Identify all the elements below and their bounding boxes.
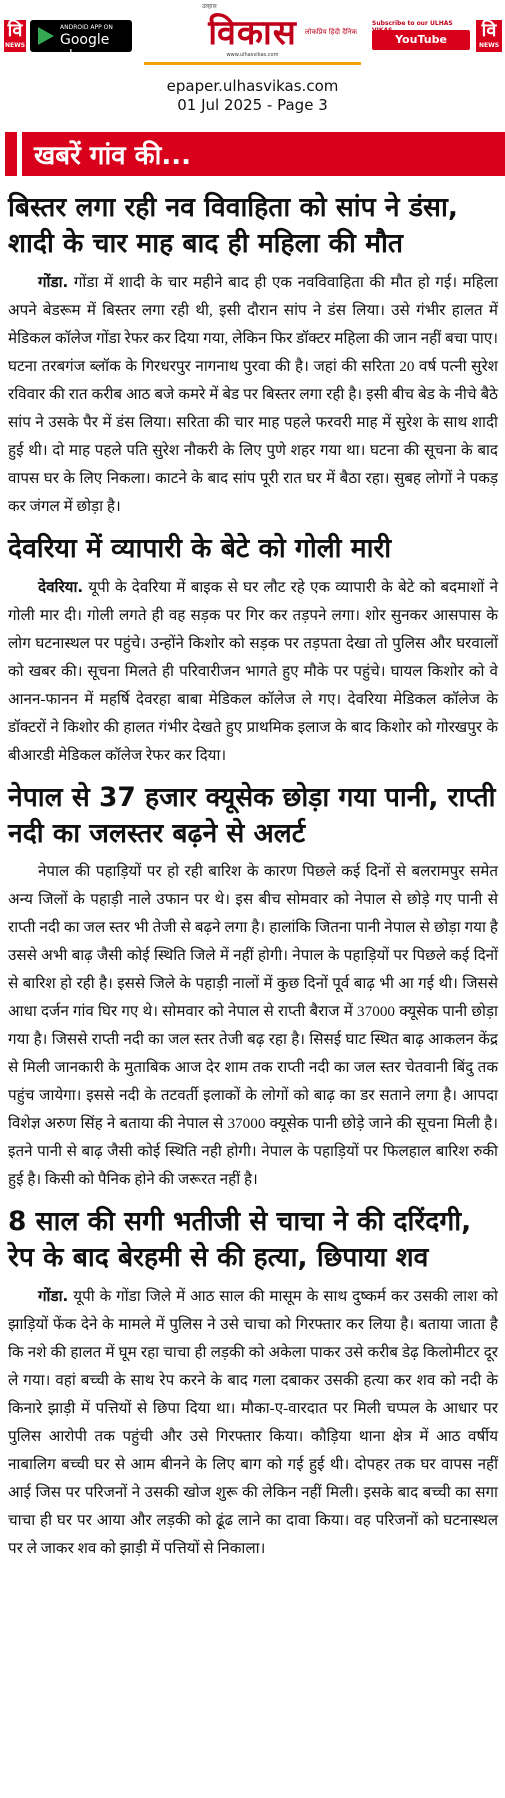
newspaper-masthead: उल्हास विकास लोकप्रिय हिंदी दैनिक www.ulhasvikas.com <box>144 0 361 65</box>
article-body: देवरिया. यूपी के देवरिया में बाइक से घर लौट रहे एक व्यापारी के बेटे को बदमाशों ने गोली मार दी। गोली लगते ही वह सड़क पर गिर कर तड़पने लगा। शोर सुनकर आसपास के लोग घटनास्थल पर पहुंचे। उन्होंने किशोर को सड़क पर तड़पता देखा तो पुलिस और घरवालों को खबर की। सूचना मिलते ही परिवारीजन भागते हुए मौके पर पहुंचे। घायल किशोर को वे आनन-फानन में महर्षि देवरहा बाबा मेडिकल कॉलेज ले गए। देवरिया मेडिकल कॉलेज के डॉक्टरों ने किशोर की हालत गंभीर देखते हुए प्राथमिक इलाज के बाद किशोर को गोरखपुर के बीआरडी मेडिकल कॉलेज रेफर कर दिया। <box>8 578 498 764</box>
article-body: गोंडा. यूपी के गोंडा जिले में आठ साल की मासूम के साथ दुष्कर्म कर उसकी लाश को झाड़ियों फेंक देने के मामले में पुलिस ने उसे चाचा को गिरफ्तार कर लिया है। बताया जाता है कि नशे की हालत में घूम रहा चाचा ही लड़की को अकेला पाकर उसे करीब डेढ़ किलोमीटर दूर ले गया। वहां बच्ची के साथ रेप करने के बाद गला दबाकर उसकी हत्या कर शव को नदी के किनारे झाड़ी में पत्तियों से छिपा दिया था। मौका-ए-वारदात पर मिली चप्पल के आधार पर पुलिस आरोपी तक पहुंची और उसे गिरफ्तार किया। कौड़िया थाना क्षेत्र में आठ वर्षीय नाबालिग बच्ची घर से आम बीनने के लिए बाग को गई हुई थी। दोपहर तक घर वापस नहीं आई जिस पर परिजनों ने उसकी खोज शुरू की लेकिन नहीं मिली। इसके बाद बच्ची का सगा चाचा ही घर पर आया और लड़की को ढूंढ लाने का दावा किया। वह परिजनों को घटनास्थल पर ले जाकर शव को झाड़ी में पत्तियों से निकाला। <box>8 1287 498 1557</box>
youtube-icon: YouTube Channel <box>372 30 470 50</box>
google-play-badge[interactable]: ANDROID APP ON Google play <box>30 20 132 52</box>
article-headline: बिस्तर लगा रही नव विवाहिता को सांप ने डंसा, शादी के चार माह बाद ही महिला की मौत <box>8 192 458 259</box>
article-body: गोंडा. गोंडा में शादी के चार महीने बाद ही एक नवविवाहिता की मौत हो गई। महिला अपने बेडरूम में बिस्तर लगा रही थी, इसी दौरान सांप ने डंस लिया। उसे गंभीर हालत में मेडिकल कॉलेज गोंडा रेफर कर दिया गया, लेकिन फिर डॉक्टर महिला की जान नहीं बचा पाए। घटना तरबगंज ब्लॉक के गिरधरपुर नागनाथ पुरवा की है। जहां की सरिता 20 वर्ष पत्नी सुरेश रविवार की रात करीब आठ बजे कमरे में बेड पर बिस्तर लगा रही है। इसी बीच बेड के नीचे बैठे सांप ने उसके पैर में डंस लिया। सरिता की चार माह पहले फरवरी माह में सुरेश के साथ शादी हुई थी। दो माह पहले पति सुरेश नौकरी के लिए पुणे शहर गया था। घटना की सूचना के बाद वापस घर के लिए निकला। काटने के बाद सांप पूरी रात घर में बैठा रहा। सुबह लोगों ने पकड़ कर जंगल में छोड़ा है। <box>8 273 498 515</box>
articles-column <box>8 190 498 1573</box>
article-headline: 8 साल की सगी भतीजी से चाचा ने की दरिंदगी, रेप के बाद बेरहमी से की हत्या, छिपाया शव <box>8 1206 472 1273</box>
newspaper-name: विकास <box>208 13 297 53</box>
article-dateline: गोंडा. <box>38 273 69 291</box>
article <box>8 190 498 521</box>
vikas-news-logo-right: वि NEWS <box>476 20 502 52</box>
article <box>8 531 498 770</box>
section-title: खबरें गांव की... <box>34 141 192 171</box>
epaper-url[interactable]: epaper.ulhasvikas.com <box>166 77 339 95</box>
epaper-date-page: 01 Jul 2025 - Page 3 <box>177 96 328 114</box>
vikas-news-logo: वि NEWS <box>4 20 26 52</box>
article-body: नेपाल की पहाड़ियों पर हो रही बारिश के कारण पिछले कई दिनों से बलरामपुर समेत अन्य जिलों के पहाड़ी नाले उफान पर थे। इस बीच सोमवार को नेपाल से छोड़े गए पानी से राप्ती नदी का जल स्तर भी तेजी से बढ़ने लगा है। हालांकि जितना पानी नेपाल से छोड़ा गया है उससे अभी बाढ़ जैसी कोई स्थिति जिले में नहीं होगी। नेपाल के पहाड़ियों पर पिछले कई दिनों से बारिश हो रही है। इससे जिले के पहाड़ी नालों में कुछ दिनों पूर्व बाढ़ भी आ गई थी। जिससे आधा दर्जन गांव घिर गए थे। सोमवार को नेपाल से राप्ती बैराज में 37000 क्यूसेक पानी छोड़ा गया है। जिससे राप्ती नदी का जल स्तर तेजी बढ़ रहा है। सिसई घाट स्थित बाढ़ आकलन केंद्र से मिली जानकारी के मुताबिक आज देर शाम तक राप्ती नदी का जल स्तर चेतवानी बिंदु तक पहुंच जायेगा। इससे नदी के तटवर्ती इलाकों के लोगों को बाढ़ का डर सताने लगा है। आपदा विशेज्ञ अरुण सिंह ने बताया की नेपाल से 37000 क्यूसेक पानी छोड़े जाने की सूचना मिली है। इतने पानी से बाढ़ जैसी कोई स्थिति नही होगी। नेपाल के पहाड़ियों पर फिलहाल बारिश रुकी हुई है। किसी को पैनिक होने की जरूरत नहीं है। <box>8 863 498 1188</box>
article-dateline: देवरिया. <box>38 578 84 596</box>
article-dateline: गोंडा. <box>38 1287 69 1305</box>
article-headline: देवरिया में व्यापारी के बेटे को गोली मारी <box>8 533 392 564</box>
epaper-meta <box>0 77 505 115</box>
play-store-icon <box>38 27 54 45</box>
masthead-header <box>0 0 505 75</box>
article <box>8 1204 498 1563</box>
article-headline: नेपाल से 37 हजार क्यूसेक छोड़ा गया पानी, राप्ती नदी का जलस्तर बढ़ने से अलर्ट <box>8 782 496 849</box>
article <box>8 780 498 1194</box>
section-banner <box>0 132 505 176</box>
youtube-channel-badge[interactable]: Subscribe to our ULHAS YouTube Channel <box>370 20 472 52</box>
